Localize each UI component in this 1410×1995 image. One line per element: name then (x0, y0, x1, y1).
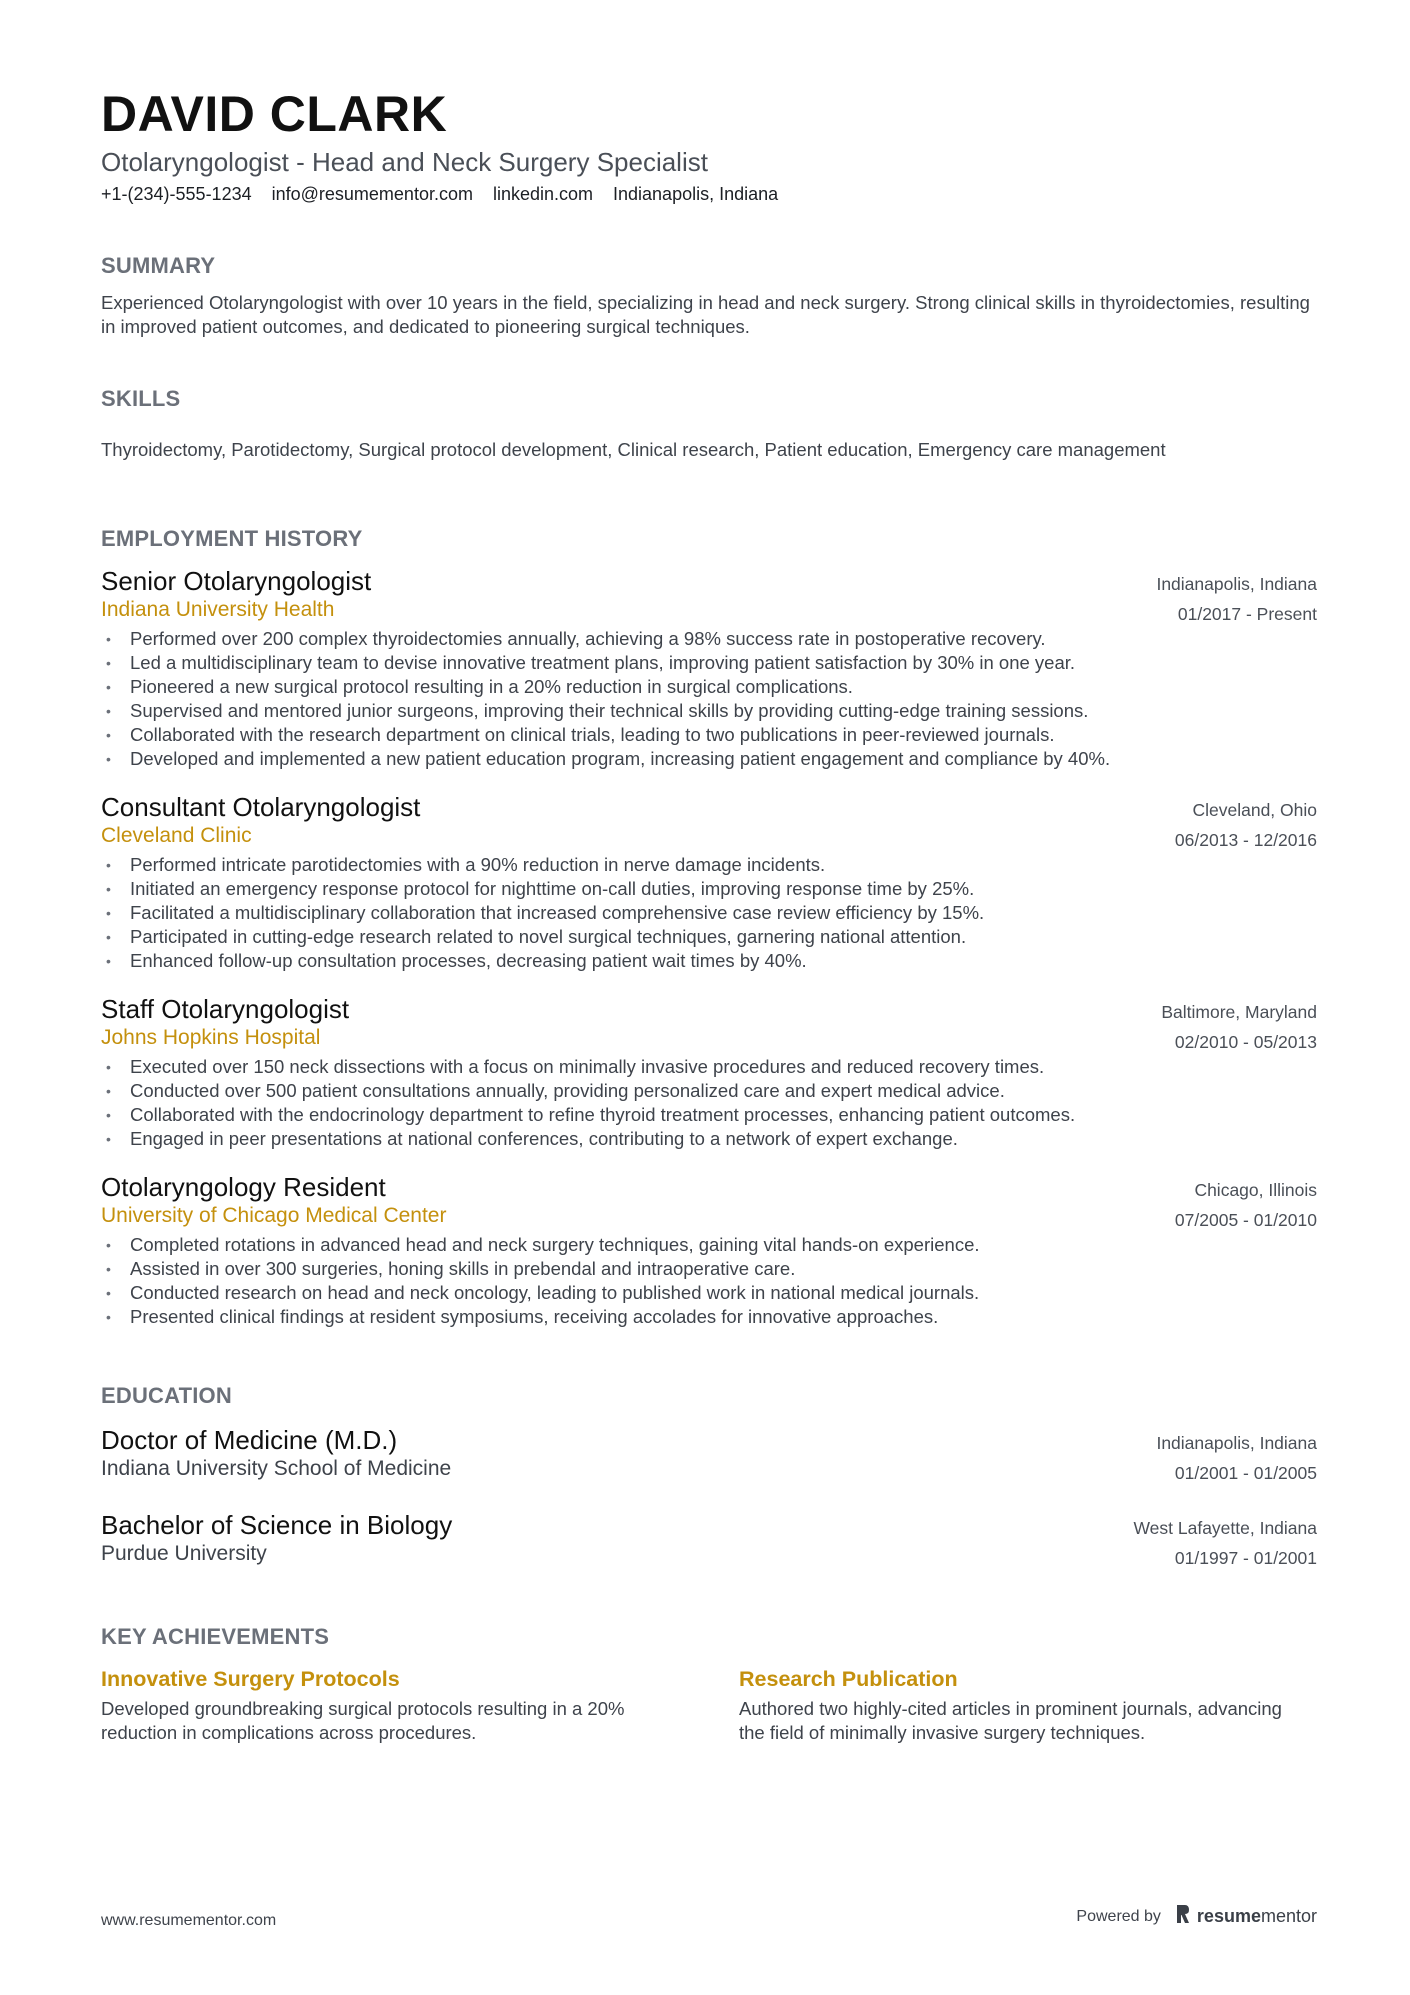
brand-bold: resume (1196, 1906, 1261, 1926)
brand-logo[interactable] (1175, 1904, 1317, 1929)
candidate-headline: Otolaryngologist - Head and Neck Surgery Specialist (101, 147, 708, 177)
achievement-description: Authored two highly-cited articles in prominent journals, advancing the field of minimally invasive surgery techniques. (739, 1698, 1282, 1743)
job-bullet: • Initiated an emergency response protocol for nighttime on-call duties, improving response time by 25%. (106, 878, 975, 899)
bullet-dot-icon: • (106, 1237, 111, 1253)
job-organization: Indiana University Health (101, 598, 335, 621)
skills-heading: SKILLS (101, 386, 181, 411)
achievement-title: Innovative Surgery Protocols (101, 1667, 400, 1691)
job-meta (1161, 997, 1317, 1057)
education-meta (1156, 1428, 1317, 1488)
job-bullet: • Conducted research on head and neck oncology, leading to published work in national medical journals. (106, 1282, 980, 1303)
education-school: Indiana University School of Medicine (101, 1457, 452, 1480)
bullet-dot-icon: • (106, 703, 111, 719)
bullet-dot-icon: • (106, 1285, 111, 1301)
achievement-title: Research Publication (739, 1667, 958, 1691)
achievement-description: Developed groundbreaking surgical protocols resulting in a 20% reduction in complications across procedures. (101, 1698, 625, 1743)
job-dates: 01/2017 - Present (1177, 604, 1317, 624)
education-section (101, 1382, 1317, 1567)
education-location: Indianapolis, Indiana (1156, 1433, 1317, 1453)
job-entry (101, 565, 1317, 771)
bullet-dot-icon: • (106, 1059, 111, 1075)
achievement-card (101, 1665, 651, 1745)
job-bullet: • Facilitated a multidisciplinary collaboration that increased comprehensive case review efficiency by 15%. (106, 902, 985, 923)
job-location: Chicago, Illinois (1194, 1180, 1317, 1200)
skills-section (101, 385, 1317, 462)
achievements-heading: KEY ACHIEVEMENTS (101, 1624, 330, 1649)
job-location: Cleveland, Ohio (1192, 800, 1317, 820)
job-bullet: • Enhanced follow-up consultation processes, decreasing patient wait times by 40%. (106, 950, 807, 971)
bullet-dot-icon: • (106, 1107, 111, 1123)
job-entry (101, 1171, 1317, 1329)
bullet-dot-icon: • (106, 953, 111, 969)
job-dates: 07/2005 - 01/2010 (1174, 1210, 1317, 1230)
bullet-dot-icon: • (106, 1083, 111, 1099)
job-dates: 06/2013 - 12/2016 (1174, 830, 1317, 850)
job-bullet: • Collaborated with the research department on clinical trials, leading to two publications in peer-reviewed journals. (106, 724, 1055, 745)
bullet-dot-icon: • (106, 1309, 111, 1325)
education-heading: EDUCATION (101, 1383, 232, 1408)
education-meta (1133, 1513, 1317, 1573)
job-bullet: • Pioneered a new surgical protocol resulting in a 20% reduction in surgical complications. (106, 676, 853, 697)
job-entry (101, 791, 1317, 973)
job-meta (1156, 569, 1317, 629)
footer-branding (1076, 1904, 1317, 1929)
resumementor-logo-icon (1175, 1904, 1191, 1929)
brand-wordmark (1197, 1906, 1317, 1927)
education-school: Purdue University (101, 1542, 267, 1565)
job-bullet: • Led a multidisciplinary team to devise innovative treatment plans, improving patient satisfaction by 30% in one year. (106, 652, 1076, 673)
bullet-dot-icon: • (106, 679, 111, 695)
job-title: Senior Otolaryngologist (101, 566, 372, 596)
job-bullet: • Executed over 150 neck dissections with a focus on minimally invasive procedures and reduced recovery times. (106, 1056, 1045, 1077)
bullet-dot-icon: • (106, 929, 111, 945)
achievements-row (101, 1665, 1317, 1745)
employment-section (101, 525, 1317, 1329)
achievement-card (739, 1665, 1289, 1745)
education-entry (101, 1424, 1317, 1482)
job-location: Baltimore, Maryland (1161, 1002, 1317, 1022)
footer-website[interactable]: www.resumementor.com (101, 1912, 277, 1929)
bullet-dot-icon: • (106, 751, 111, 767)
job-bullet: • Performed intricate parotidectomies with a 90% reduction in nerve damage incidents. (106, 854, 826, 875)
bullet-dot-icon: • (106, 905, 111, 921)
bullet-dot-icon: • (106, 655, 111, 671)
bullet-dot-icon: • (106, 1261, 111, 1277)
contact-location: Indianapolis, Indiana (613, 184, 779, 204)
job-title: Consultant Otolaryngologist (101, 792, 421, 822)
job-bullet: • Presented clinical findings at resident symposiums, receiving accolades for innovative approaches. (106, 1306, 939, 1327)
bullet-dot-icon: • (106, 881, 111, 897)
job-title: Otolaryngology Resident (101, 1172, 386, 1202)
education-location: West Lafayette, Indiana (1133, 1518, 1317, 1538)
job-title: Staff Otolaryngologist (101, 994, 350, 1024)
powered-by-label: Powered by (1076, 1907, 1161, 1925)
education-dates: 01/2001 - 01/2005 (1174, 1463, 1317, 1483)
education-entry (101, 1509, 1317, 1567)
contact-email[interactable]: info@resumementor.com (271, 184, 473, 204)
job-bullets (101, 853, 1317, 973)
job-bullet: • Collaborated with the endocrinology department to refine thyroid treatment processes, enhancing patient outcomes. (106, 1104, 1076, 1125)
skills-text: Thyroidectomy, Parotidectomy, Surgical protocol development, Clinical research, Patient education, Emergency care management (101, 439, 1166, 460)
job-bullets (101, 1233, 1317, 1329)
bullet-dot-icon: • (106, 727, 111, 743)
brand-light: mentor (1260, 1906, 1317, 1926)
job-meta (1175, 1175, 1317, 1235)
job-bullet: • Participated in cutting-edge research related to novel surgical techniques, garnering national attention. (106, 926, 967, 947)
bullet-dot-icon: • (106, 631, 111, 647)
job-bullet: • Performed over 200 complex thyroidectomies annually, achieving a 98% success rate in postoperative recovery. (106, 628, 1046, 649)
education-degree: Doctor of Medicine (M.D.) (101, 1425, 398, 1455)
job-organization: Cleveland Clinic (101, 824, 252, 847)
contact-linkedin[interactable]: linkedin.com (492, 184, 594, 204)
job-bullet: • Developed and implemented a new patient education program, increasing patient engagement and compliance by 40%. (106, 748, 1111, 769)
job-meta (1175, 795, 1317, 855)
summary-text: Experienced Otolaryngologist with over 10 years in the field, specializing in head and neck surgery. Strong clinical skills in thyroidectomies, resulting in improved patient outcomes, and dedicated to pioneering surgical techniques. (101, 292, 1310, 337)
bullet-dot-icon: • (106, 1131, 111, 1147)
contact-phone[interactable]: +1-(234)-555-1234 (101, 184, 252, 204)
summary-section (101, 252, 1317, 339)
job-bullet: • Engaged in peer presentations at national conferences, contributing to a network of expert exchange. (106, 1128, 958, 1149)
candidate-name: DAVID CLARK (101, 86, 448, 142)
job-bullet: • Conducted over 500 patient consultations annually, providing personalized care and expert medical advice. (106, 1080, 1005, 1101)
job-organization: Johns Hopkins Hospital (101, 1026, 321, 1049)
job-location: Indianapolis, Indiana (1156, 574, 1317, 594)
job-dates: 02/2010 - 05/2013 (1174, 1032, 1317, 1052)
job-entry (101, 993, 1317, 1151)
achievements-section (101, 1623, 1317, 1745)
job-bullet: • Completed rotations in advanced head and neck surgery techniques, gaining vital hands-on experience. (106, 1234, 980, 1255)
education-degree: Bachelor of Science in Biology (101, 1510, 453, 1540)
contact-row (101, 182, 1317, 206)
bullet-dot-icon: • (106, 857, 111, 873)
summary-heading: SUMMARY (101, 253, 216, 278)
job-bullet: • Supervised and mentored junior surgeons, improving their technical skills by providing cutting-edge training sessions. (106, 700, 1089, 721)
job-organization: University of Chicago Medical Center (101, 1204, 447, 1227)
job-bullet: • Assisted in over 300 surgeries, honing skills in prebendal and intraoperative care. (106, 1258, 796, 1279)
job-bullets (101, 627, 1317, 771)
job-bullets (101, 1055, 1317, 1151)
resume-page (101, 86, 1317, 1745)
education-dates: 01/1997 - 01/2001 (1174, 1548, 1317, 1568)
employment-heading: EMPLOYMENT HISTORY (101, 526, 363, 551)
